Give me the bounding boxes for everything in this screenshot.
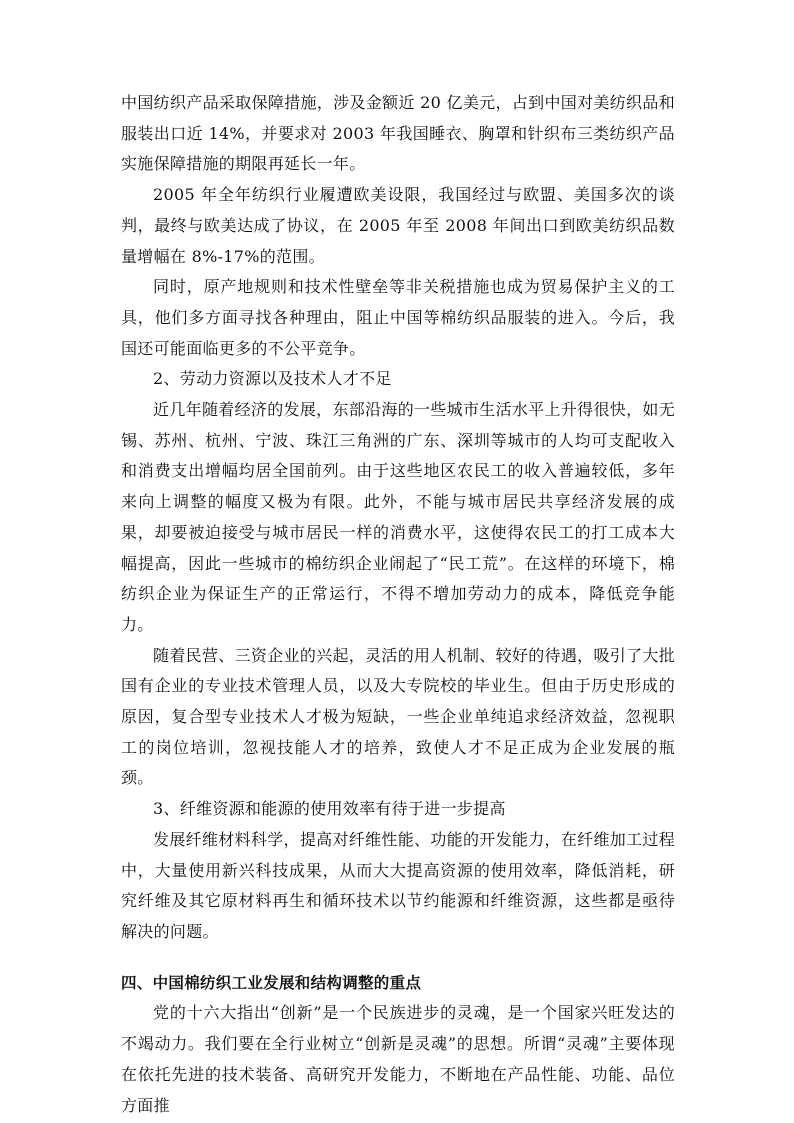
subheading-fiber-efficiency: 3、纤维资源和能源的使用效率有待于进一步提高 [153, 799, 506, 819]
paragraph-labor-cost: 近几年随着经济的发展，东部沿海的一些城市生活水平上升得很快，如无锡、苏州、杭州、宁波、珠江三角洲的广东、深圳等城市的人均可支配收入和消费支出增幅均居全国前列。由于这些地区农民工的收入普遍较低，多年来向上调整的幅度又极为有限。此外，不能与城市居民共享经济发展的成果，却要被迫接受与城市居民一样的消费水平，这使得农民工的打工成本大幅提高，因此一些城市的棉纺织企业闹起了“民工荒”。在这样的环境下，棉纺织企业为保证生产的正常运行，不得不增加劳动力的成本，降低竞争能力。 [121, 400, 675, 634]
subheading-labor-resources: 2、劳动力资源以及技术人才不足 [153, 369, 392, 389]
paragraph-talent-shortage: 随着民营、三资企业的兴起，灵活的用人机制、较好的待遇，吸引了大批国有企业的专业技术管理人员，以及大专院校的毕业生。但由于历史形成的原因，复合型专业技术人才极为短缺，一些企业单纯追求经济效益，忽视职工的岗位培训，忽视技能人才的培养，致使人才不足正成为企业发展的瓶颈。 [121, 645, 675, 788]
paragraph-2005-restrictions: 2005 年全年纺织行业履遭欧美设限，我国经过与欧盟、美国多次的谈判，最终与欧美达成了协议，在 2005 年至 2008 年间出口到欧美纺织品数量增幅在 8%-17%的范围。 [121, 185, 675, 266]
paragraph-non-tariff-barriers: 同时，原产地规则和技术性壁垒等非关税措施也成为贸易保护主义的工具，他们多方面寻找各种理由，阻止中国等棉纺织品服装的进入。今后，我国还可能面临更多的不公平竞争。 [121, 277, 675, 358]
section-heading-development-focus: 四、中国棉纺织工业发展和结构调整的重点 [121, 973, 422, 992]
paragraph-safeguard-measures: 中国纺织产品采取保障措施，涉及金额近 20 亿美元，占到中国对美纺织品和服装出口近 14%，并要求对 2003 年我国睡衣、胸罩和针织布三类纺织产品实施保障措施的期限再延长一年。 [121, 93, 675, 174]
paragraph-innovation: 党的十六大指出“创新”是一个民族进步的灵魂，是一个国家兴旺发达的不竭动力。我们要在全行业树立“创新是灵魂”的思想。所谓“灵魂”主要体现在依托先进的技术装备、高研究开发能力，不断地在产品性能、功能、品位方面推 [121, 1003, 675, 1115]
document-body [121, 88, 675, 1121]
paragraph-fiber-science: 发展纤维材料科学，提高对纤维性能、功能的开发能力，在纤维加工过程中，大量使用新兴科技成果，从而大大提高资源的使用效率，降低消耗，研究纤维及其它原材料再生和循环技术以节约能源和纤维资源，这些都是亟待解决的问题。 [121, 829, 675, 941]
